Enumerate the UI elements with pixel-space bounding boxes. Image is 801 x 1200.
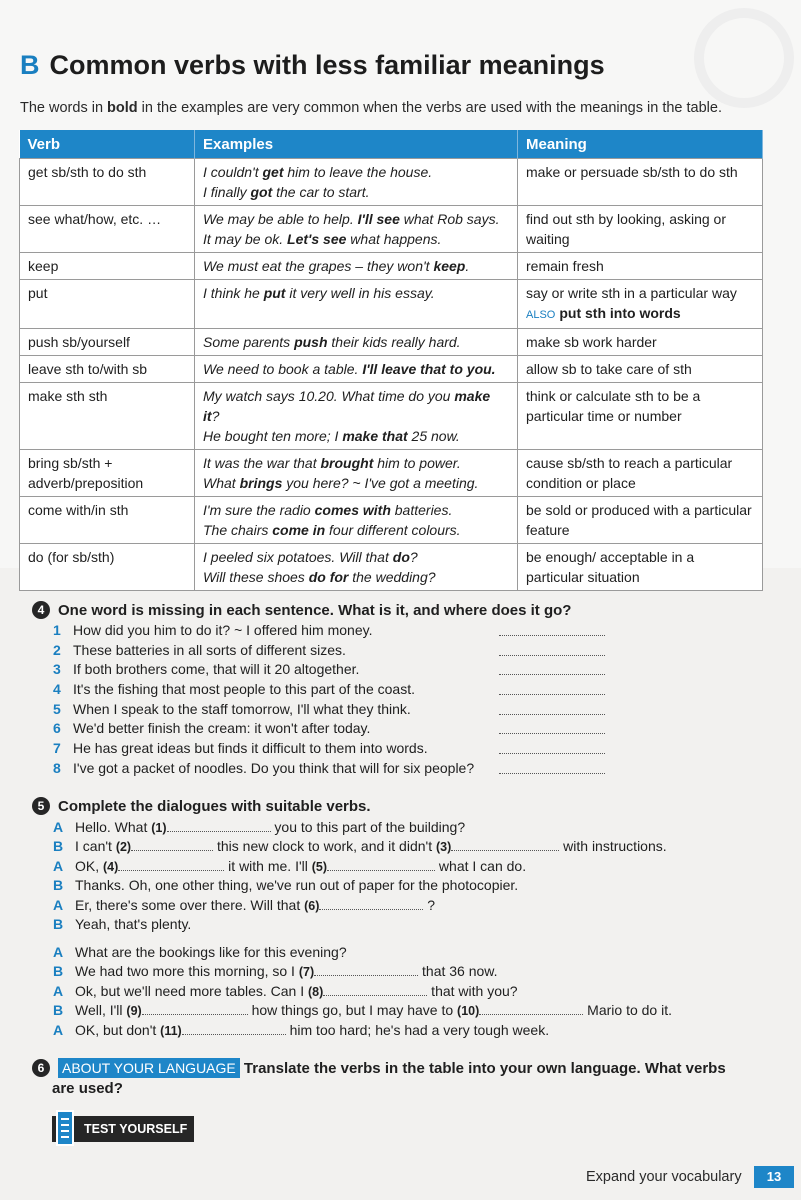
verb-cell: get sb/sth to do sth (20, 159, 195, 206)
item-number: 7 (53, 740, 61, 757)
gap-number: (7) (298, 965, 315, 980)
test-yourself-label: TEST YOURSELF (84, 1122, 188, 1136)
dialogue-text: how things go, but I may have to (247, 1002, 458, 1019)
meaning-cell (518, 253, 763, 280)
meaning-cell (518, 450, 763, 497)
list-item (53, 660, 613, 680)
answer-blank[interactable] (499, 694, 605, 695)
answer-blank[interactable] (499, 635, 605, 636)
exercise-number-badge: 6 (32, 1059, 50, 1077)
meaning-text: cause sb/sth to reach a particular condition or place (526, 455, 733, 491)
dialogue-line (53, 915, 753, 934)
example-sentence (203, 182, 509, 202)
answer-blank[interactable] (499, 773, 605, 774)
section-letter: B (20, 50, 40, 80)
exercise-number-badge: 4 (32, 601, 50, 619)
dialogue-text: with instructions. (559, 838, 667, 855)
answer-blank[interactable] (499, 714, 605, 715)
exercise-5-instruction: Complete the dialogues with suitable verbs. (58, 798, 371, 815)
example-keyword: brought (320, 455, 374, 471)
item-number: 6 (53, 720, 61, 737)
dialogue-line (53, 943, 753, 962)
exercise-4-heading (32, 601, 571, 619)
speaker-label: B (53, 838, 64, 855)
example-text: the wedding? (348, 569, 436, 585)
sentence-text: It's the fishing that most people to this part of the coast. (73, 681, 415, 698)
meaning-text: think or calculate sth to be a particular time or number (526, 388, 701, 424)
gap-number: (8) (308, 984, 324, 999)
example-text: their kids really hard. (327, 334, 461, 350)
verb-cell: make sth sth (20, 383, 195, 450)
section-intro (20, 100, 790, 116)
item-number: 4 (53, 681, 61, 698)
speaker-label: B (53, 915, 64, 932)
dialogue-text: it with me. I'll (224, 857, 312, 874)
example-keyword: do for (308, 569, 349, 585)
also-text: put sth into words (559, 305, 681, 321)
example-text: you here? ~ I've got a meeting. (282, 475, 479, 491)
example-text: . (465, 258, 470, 274)
answer-blank[interactable] (451, 838, 559, 851)
speaker-label: A (53, 896, 64, 913)
table-row (20, 329, 763, 356)
table-row (20, 497, 763, 544)
answer-blank[interactable] (167, 819, 271, 832)
example-text: I think he (203, 285, 264, 301)
sentence-text: How did you him to do it? ~ I offered him money. (73, 622, 373, 638)
example-text: him to power. (373, 455, 461, 471)
column-header: Meaning (518, 130, 763, 159)
intro-bold-word: bold (107, 100, 138, 116)
item-number: 2 (53, 641, 61, 658)
dialogue-text: OK, but don't (75, 1021, 161, 1038)
item-number: 3 (53, 661, 61, 678)
gap-number: (3) (435, 840, 452, 855)
example-text: My watch says 10.20. What time do you (203, 388, 455, 404)
gap-number: (4) (103, 859, 119, 874)
answer-blank[interactable] (323, 983, 427, 996)
example-sentence (203, 547, 509, 567)
example-text: 25 now. (407, 428, 460, 444)
intro-text-start: The words in (20, 100, 108, 116)
verb-cell: leave sth to/with sb (20, 356, 195, 383)
verb-meanings-table (19, 130, 763, 591)
verb-cell: come with/in sth (20, 497, 195, 544)
example-keyword: brings (239, 475, 283, 491)
verb-cell: see what/how, etc. … (20, 206, 195, 253)
meaning-cell (518, 329, 763, 356)
example-sentence (203, 359, 509, 379)
list-item (53, 739, 613, 759)
example-keyword: make that (342, 428, 408, 444)
verb-cell: bring sb/sth + adverb/preposition (20, 450, 195, 497)
dialogue-text: OK, (75, 857, 104, 874)
exercise-6-instruction-line2: are used? (52, 1080, 123, 1097)
verb-cell: keep (20, 253, 195, 280)
test-yourself-button[interactable] (52, 1116, 194, 1142)
speaker-label: B (53, 1002, 64, 1019)
footer-chapter-label: Expand your vocabulary (586, 1169, 742, 1185)
answer-blank[interactable] (479, 1002, 583, 1015)
gap-number: (11) (160, 1023, 182, 1038)
dialogue-line (53, 1001, 753, 1020)
table-body (20, 159, 763, 591)
table-row (20, 450, 763, 497)
example-text: ? (409, 549, 418, 565)
speaker-label: A (53, 1021, 64, 1038)
also-label: ALSO (526, 309, 556, 321)
dialogue-text: Well, I'll (75, 1002, 127, 1019)
example-text: We must eat the grapes – they won't (203, 258, 434, 274)
speaker-label: A (53, 982, 64, 999)
example-keyword: get (262, 164, 284, 180)
column-header: Verb (20, 130, 195, 159)
sentence-text: If both brothers come, that will it 20 altogether. (73, 661, 360, 678)
list-item (53, 641, 613, 661)
sentence-text: We'd better finish the cream: it won't after today. (73, 720, 371, 737)
speaker-label: A (53, 819, 64, 835)
answer-blank[interactable] (499, 655, 605, 656)
page-number: 13 (754, 1166, 794, 1188)
example-keyword: Let's see (287, 231, 347, 247)
examples-cell (195, 253, 518, 280)
table-row (20, 544, 763, 591)
example-text: him to leave the house. (283, 164, 433, 180)
example-text: I finally (203, 184, 251, 200)
list-item (53, 719, 613, 739)
example-text: I couldn't (203, 164, 263, 180)
example-text: He bought ten more; I (203, 428, 343, 444)
example-sentence (203, 256, 509, 276)
speaker-label: A (53, 857, 64, 874)
examples-cell (195, 356, 518, 383)
example-keyword: push (294, 334, 328, 350)
dialogue-1 (53, 818, 753, 934)
table-row (20, 206, 763, 253)
exercise-number-badge: 5 (32, 797, 50, 815)
answer-blank[interactable] (182, 1022, 286, 1035)
column-header: Examples (195, 130, 518, 159)
answer-blank[interactable] (131, 838, 213, 851)
dialogue-2 (53, 943, 753, 1040)
examples-cell (195, 329, 518, 356)
example-text: batteries. (390, 502, 453, 518)
meaning-text: allow sb to take care of sth (526, 361, 692, 377)
dialogue-line (53, 962, 753, 981)
exercise-6 (32, 1058, 732, 1099)
answer-blank[interactable] (327, 858, 435, 871)
section-title-text: Common verbs with less familiar meanings (49, 50, 605, 80)
exercise-6-instruction-line1: Translate the verbs in the table into your own language. What verbs (243, 1060, 726, 1077)
list-item (53, 759, 613, 779)
dialogue-text: you to this part of the building? (270, 819, 466, 835)
example-text: four different colours. (325, 522, 461, 538)
dialogue-line (53, 818, 753, 837)
dialogue-text: I can't (75, 838, 116, 855)
example-keyword: put (263, 285, 286, 301)
example-text: We may be able to help. (203, 211, 358, 227)
dialogue-text: What are the bookings like for this evening? (75, 944, 347, 960)
list-item (53, 700, 613, 720)
gap-number: (5) (311, 859, 328, 874)
example-sentence (203, 567, 509, 587)
examples-cell (195, 383, 518, 450)
example-keyword: keep (433, 258, 466, 274)
verb-cell: push sb/yourself (20, 329, 195, 356)
examples-cell (195, 497, 518, 544)
gap-number: (2) (115, 840, 132, 855)
example-text: I peeled six potatoes. Will that (203, 549, 393, 565)
meaning-cell (518, 544, 763, 591)
example-text: We need to book a table. (203, 361, 363, 377)
exercise-5-heading (32, 797, 371, 815)
item-number: 1 (53, 622, 61, 638)
gap-number: (1) (151, 821, 167, 835)
meaning-cell (518, 383, 763, 450)
about-your-language-tag: ABOUT YOUR LANGUAGE (58, 1058, 240, 1078)
answer-blank[interactable] (118, 858, 224, 871)
example-keyword: make it (203, 388, 491, 424)
table-header-row (20, 130, 763, 159)
dialogue-line (53, 837, 753, 856)
list-item (53, 621, 613, 641)
speaker-label: B (53, 877, 64, 894)
example-sentence (203, 473, 509, 493)
dialogue-line (53, 857, 753, 876)
meaning-cell (518, 497, 763, 544)
dialogue-line (53, 982, 753, 1001)
examples-cell (195, 450, 518, 497)
example-text: what Rob says. (399, 211, 500, 227)
example-text: Some parents (203, 334, 295, 350)
dialogue-text: that with you? (427, 982, 518, 999)
answer-blank[interactable] (499, 733, 605, 734)
example-keyword: I'll leave that to you. (362, 361, 496, 377)
meaning-cell (518, 356, 763, 383)
dialogue-line (53, 896, 753, 915)
example-sentence (203, 453, 509, 473)
meaning-cell (518, 159, 763, 206)
examples-cell (195, 280, 518, 329)
meaning-text: be sold or produced with a particular feature (526, 502, 752, 538)
example-text: Will these shoes (203, 569, 309, 585)
dialogue-line (53, 1021, 753, 1040)
examples-cell (195, 206, 518, 253)
item-number: 5 (53, 700, 61, 717)
table-row (20, 253, 763, 280)
example-text: What (203, 475, 240, 491)
example-text: ? (211, 408, 220, 424)
example-text: I'm sure the radio (203, 502, 315, 518)
list-item (53, 680, 613, 700)
sentence-text: These batteries in all sorts of different sizes. (73, 641, 346, 658)
dialogue-text: Ok, but we'll need more tables. Can I (75, 982, 309, 999)
section-title (20, 50, 605, 81)
table-row (20, 159, 763, 206)
meaning-cell (518, 280, 763, 329)
example-keyword: got (250, 184, 273, 200)
meaning-text: make or persuade sb/sth to do sth (526, 164, 738, 180)
verb-cell: do (for sb/sth) (20, 544, 195, 591)
dialogue-text: ? (423, 896, 436, 913)
example-keyword: I'll see (357, 211, 400, 227)
exercise-4-instruction: One word is missing in each sentence. What is it, and where does it go? (58, 602, 572, 619)
example-sentence (203, 283, 509, 303)
sentence-text: He has great ideas but finds it difficult to them into words. (73, 740, 428, 757)
meaning-text: be enough/ acceptable in a particular situation (526, 549, 695, 585)
dialogue-text: what I can do. (435, 857, 527, 874)
dialogue-text: that 36 now. (418, 963, 498, 980)
dialogue-text: him too hard; he's had a very tough week. (285, 1021, 550, 1038)
speaker-label: A (53, 944, 64, 960)
example-text: what happens. (346, 231, 442, 247)
example-sentence (203, 520, 509, 540)
example-text: The chairs (203, 522, 273, 538)
example-text: the car to start. (272, 184, 370, 200)
dialogue-text: this new clock to work, and it didn't (213, 838, 436, 855)
answer-blank[interactable] (499, 674, 605, 675)
table-row (20, 356, 763, 383)
example-sentence (203, 426, 509, 446)
sentence-text: I've got a packet of noodles. Do you think that will for six people? (73, 759, 475, 776)
example-keyword: do (392, 549, 410, 565)
example-sentence (203, 162, 509, 182)
dialogue-text: Er, there's some over there. Will that (75, 896, 305, 913)
example-keyword: comes with (314, 502, 391, 518)
dialogue-line (53, 876, 753, 895)
example-sentence (203, 229, 509, 249)
example-text: It may be ok. (203, 231, 288, 247)
dialogue-text: Mario to do it. (583, 1002, 672, 1019)
gap-number: (10) (457, 1004, 480, 1019)
example-keyword: come in (272, 522, 326, 538)
example-text: It was the war that (203, 455, 321, 471)
table-row (20, 383, 763, 450)
answer-blank[interactable] (499, 753, 605, 754)
watermark-badge (694, 8, 794, 108)
table-row (20, 280, 763, 329)
meaning-text: remain fresh (526, 258, 604, 274)
example-sentence (203, 332, 509, 352)
example-sentence (203, 386, 509, 426)
meaning-text: say or write sth in a particular way (526, 285, 737, 301)
examples-cell (195, 159, 518, 206)
meaning-text: make sb work harder (526, 334, 657, 350)
dialogue-text: Yeah, that's plenty. (75, 915, 192, 932)
example-sentence (203, 500, 509, 520)
sentence-text: When I speak to the staff tomorrow, I'll what they think. (73, 700, 411, 717)
dialogue-text: We had two more this morning, so I (75, 963, 299, 980)
dialogue-text: Hello. What (75, 819, 152, 835)
intro-text-end: in the examples are very common when the verbs are used with the meanings in the table. (137, 100, 722, 116)
verb-cell: put (20, 280, 195, 329)
gap-number: (6) (304, 898, 320, 913)
answer-blank[interactable] (314, 963, 418, 976)
meaning-cell (518, 206, 763, 253)
meaning-text: find out sth by looking, asking or waiting (526, 211, 727, 247)
item-number: 8 (53, 759, 61, 776)
example-text: it very well in his essay. (285, 285, 435, 301)
dialogue-text: Thanks. Oh, one other thing, we've run out of paper for the photocopier. (75, 877, 519, 894)
exercise-4-sentences (53, 621, 613, 779)
answer-blank[interactable] (319, 897, 423, 910)
answer-blank[interactable] (142, 1002, 248, 1015)
notebook-icon (56, 1110, 74, 1146)
speaker-label: B (53, 963, 64, 980)
examples-cell (195, 544, 518, 591)
example-sentence (203, 209, 509, 229)
gap-number: (9) (126, 1004, 142, 1019)
